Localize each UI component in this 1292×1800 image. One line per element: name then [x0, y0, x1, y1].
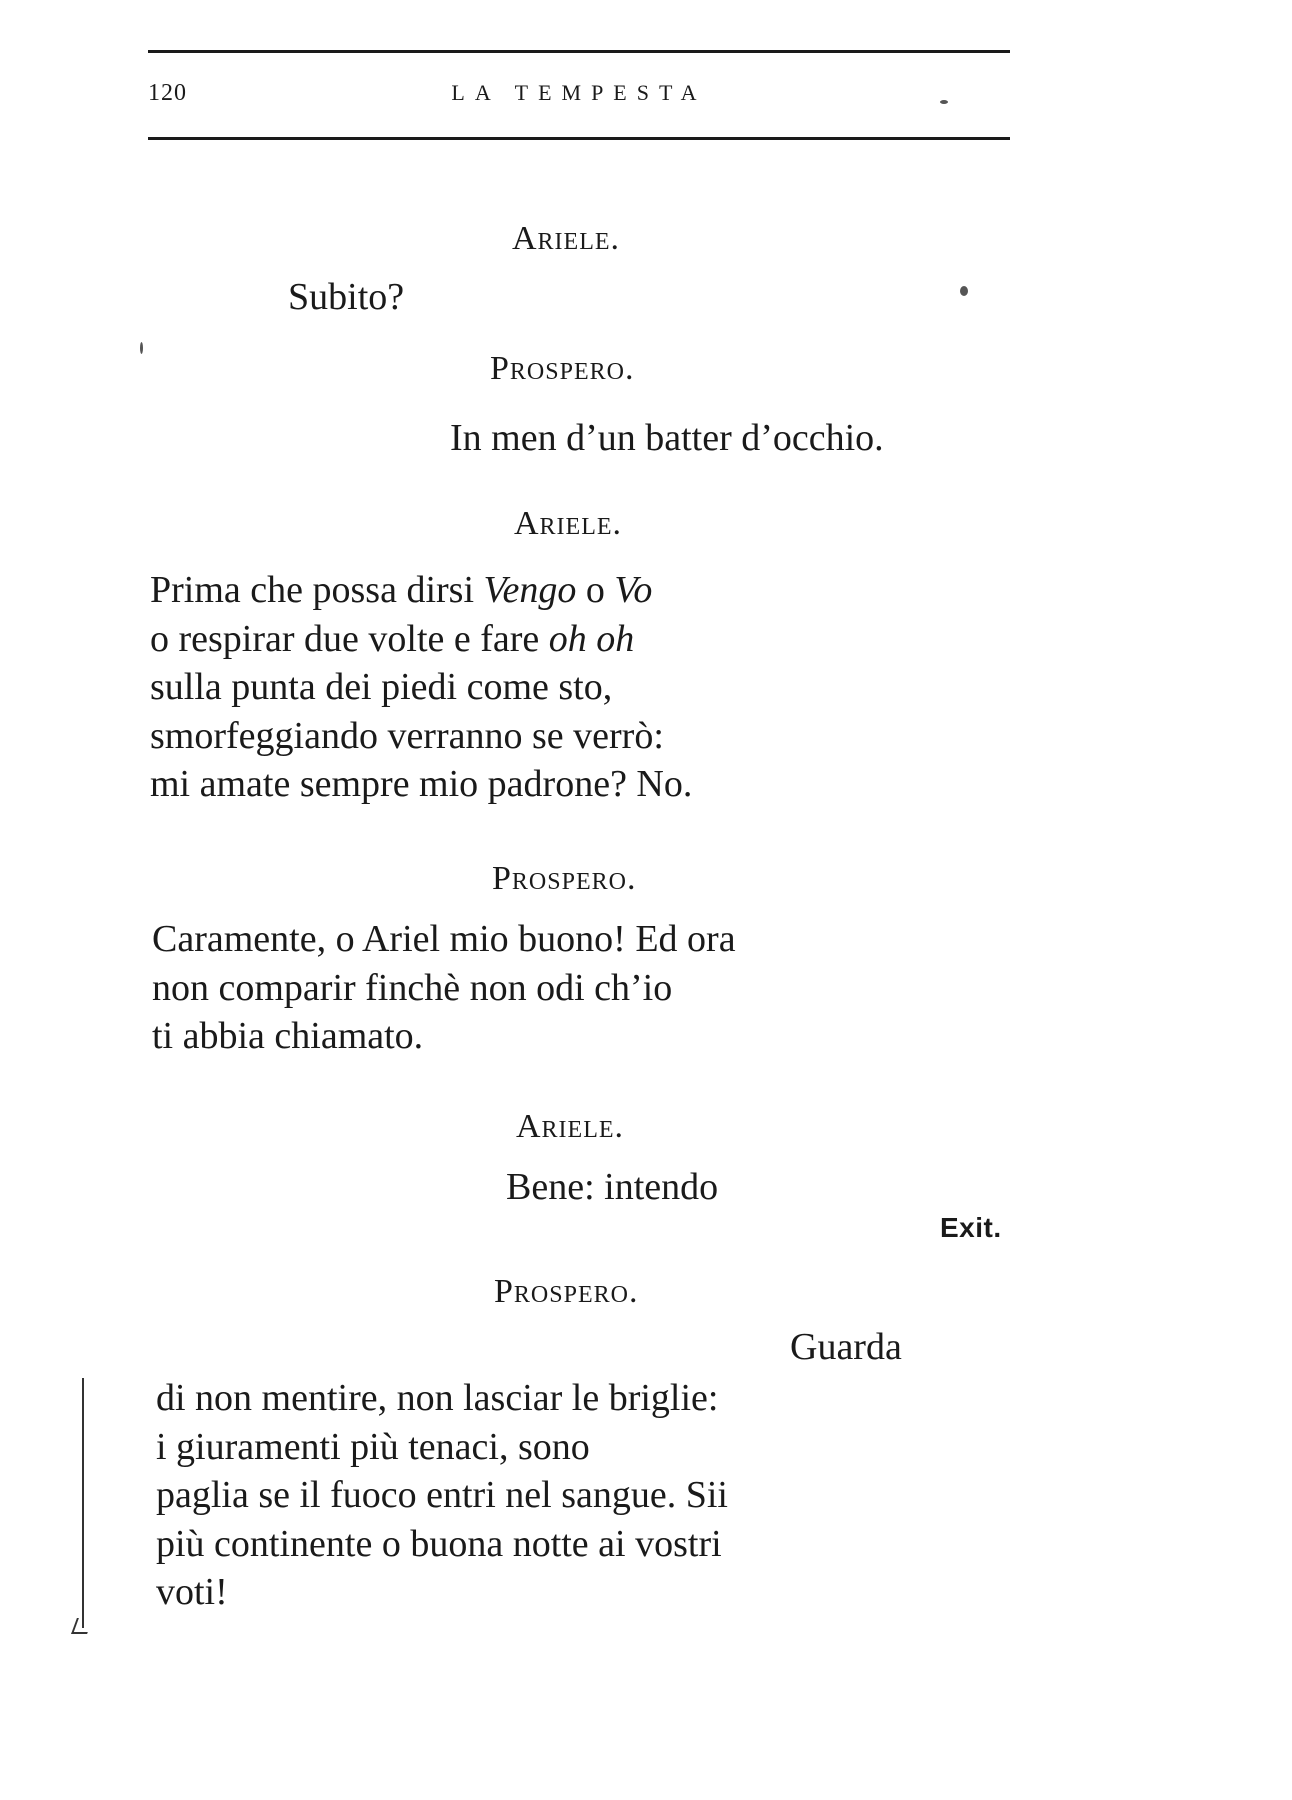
margin-pencil-tick: [71, 1618, 93, 1634]
page-number: 120: [148, 80, 187, 106]
scan-speck: [140, 342, 143, 354]
verse-line: i giuramenti più tenaci, sono: [156, 1425, 590, 1468]
italic-word: Vo: [614, 569, 653, 611]
scan-speck: [940, 100, 948, 104]
verse-line: In men d’un batter d’occhio.: [450, 417, 884, 459]
verse-line: smorfeggiando verranno se verrò:: [150, 714, 664, 757]
speaker-name: Ariele.: [514, 505, 623, 542]
header-top-rule: [148, 50, 1010, 53]
italic-word: Vengo: [483, 569, 577, 611]
verse-stanza: [156, 1374, 728, 1617]
verse-line: o respirar due volte e fare oh oh: [150, 617, 635, 660]
speaker-name: Ariele.: [516, 1108, 625, 1145]
page-header: [148, 80, 1010, 116]
verse-line: Prima che possa dirsi Vengo o Vo: [150, 569, 653, 611]
running-title: LA TEMPESTA: [451, 80, 707, 105]
verse-line: ti abbia chiamato.: [152, 1015, 424, 1057]
scan-speck: [960, 286, 968, 296]
speaker-name: Ariele.: [512, 220, 621, 257]
header-bottom-rule: [148, 137, 1010, 140]
verse-line: sulla punta dei piedi come sto,: [150, 666, 613, 708]
speaker-name: Prospero.: [492, 860, 637, 897]
speaker-name: Prospero.: [490, 350, 635, 387]
verse-line: più continente o buona notte ai vostri: [156, 1522, 722, 1565]
verse-stanza: [152, 915, 736, 1061]
verse-line: Subito?: [288, 276, 405, 318]
verse-line: mi amate sempre mio padrone? No.: [150, 763, 693, 805]
verse-line: Bene: intendo: [506, 1166, 719, 1208]
verse-line: non comparir finchè non odi ch’io: [152, 966, 673, 1009]
verse-stanza: [150, 566, 692, 809]
stage-direction: Exit.: [940, 1212, 1002, 1243]
margin-pencil-line: [82, 1378, 84, 1628]
italic-word: oh oh: [548, 617, 635, 660]
verse-line: di non mentire, non lasciar le briglie:: [156, 1377, 719, 1419]
verse-line: paglia se il fuoco entri nel sangue. Sii: [156, 1474, 728, 1516]
speaker-name: Prospero.: [494, 1273, 639, 1310]
verse-line: Caramente, o Ariel mio buono! Ed ora: [152, 918, 736, 960]
verse-line: Guarda: [790, 1326, 902, 1368]
verse-line: voti!: [156, 1571, 228, 1613]
